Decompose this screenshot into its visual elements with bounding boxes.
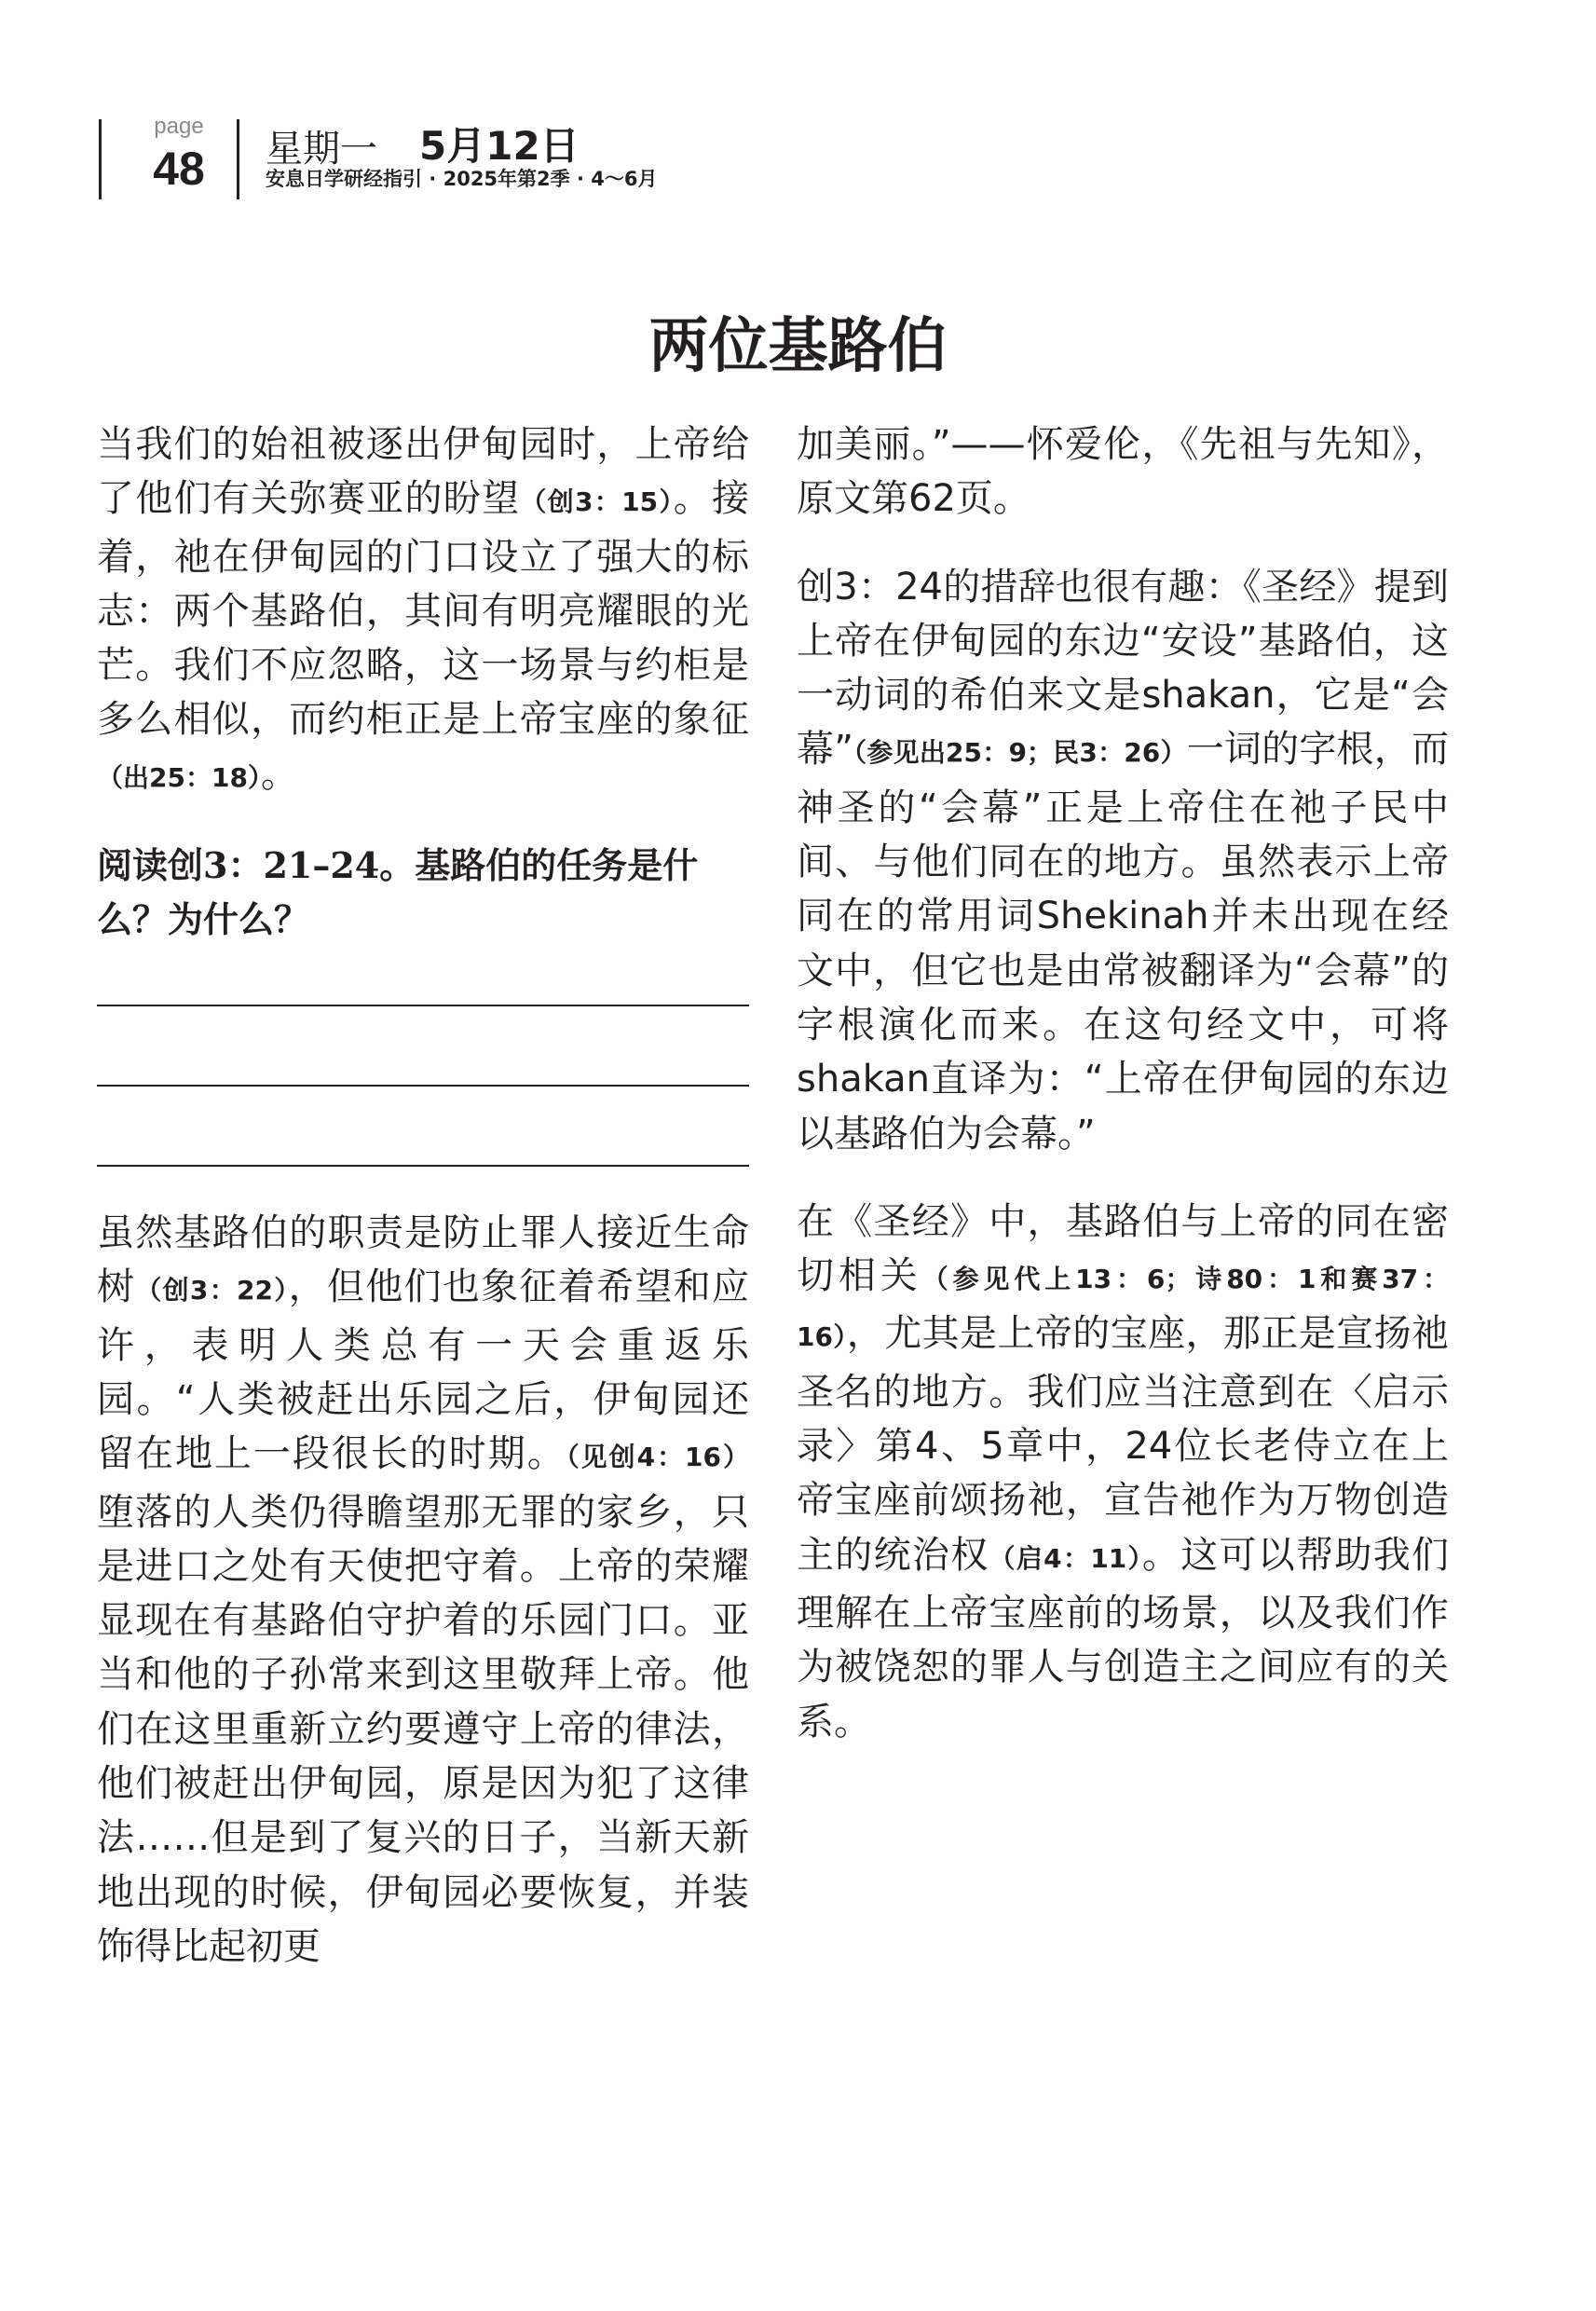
header-divider-left xyxy=(99,119,102,199)
text: 一词的字根，而神圣的“会幕”正是上帝住在祂子民中间、与他们同在的地方。虽然表示上帝同在的常用词Shekinah并未出现在经文中，但它也是由常被翻译为“会幕”的字根演化而来。在这句经文中，可将shakan直译为：“上帝在伊甸园的东边以基路伯为会幕。” xyxy=(797,728,1449,1156)
scripture-reference: （见创4：16） xyxy=(566,1442,749,1473)
scripture-reference: （创3：15） xyxy=(520,486,674,518)
guide-subtitle: 安息日学研经指引 · 2025年第2季 · 4～6月 xyxy=(266,168,658,190)
scripture-reference: （出25：18） xyxy=(97,761,261,793)
paragraph-cherubim-role xyxy=(97,1206,749,1974)
scripture-reference: （参见代上13：6；诗80：1和赛37：16） xyxy=(797,1264,1449,1353)
text: 当我们的始祖被逐出伊甸园时，上帝给了他们有关弥赛亚的盼望 xyxy=(97,423,749,521)
text: 在《圣经》中，基路伯与上帝的同在密切相关 xyxy=(797,1199,1449,1298)
weekday: 星期一 xyxy=(266,128,377,171)
answer-line xyxy=(97,1005,749,1006)
scripture-reference: （参见出25：9；民3：26） xyxy=(853,737,1187,769)
text: 。接着，祂在伊甸园的门口设立了强大的标志：两个基路伯，其间有明亮耀眼的光芒。我们不应忽略，这一场景与约柜是多么相似，而约柜正是上帝宝座的象征 xyxy=(97,477,749,742)
paragraph-quote-end: 加美丽。”——怀爱伦，《先祖与先知》，原文第62页。 xyxy=(797,423,1449,521)
study-question: 阅读创3：21–24。基路伯的任务是什么？为什么？ xyxy=(97,844,699,941)
text: 创3：24的措辞也很有趣：《圣经》提到上帝在伊甸园的东边“安设”基路伯，这一动词的希伯来文是shakan，它是“会幕” xyxy=(797,565,1449,772)
answer-line xyxy=(97,1165,749,1167)
text: ，但他们也象征着希望和应许，表明人类总有一天会重返乐园。“人类被赶出乐园之后，伊甸园还留在地上一段很长的时期。 xyxy=(97,1265,749,1476)
page-label: page xyxy=(154,114,204,139)
paragraph-shakan xyxy=(797,560,1449,1161)
paragraph-throne xyxy=(797,1195,1449,1749)
header-divider-right xyxy=(237,119,239,199)
paragraph-intro xyxy=(97,417,749,805)
page-header xyxy=(0,0,1596,214)
scripture-reference: （启4：11） xyxy=(989,1542,1142,1574)
text: ，尤其是上帝的宝座，那正是宣扬祂圣名的地方。我们应当注意到在〈启示录〉第4、5章中，24位长老侍立在上帝宝座前颂扬祂，宣告祂作为万物创造主的统治权 xyxy=(797,1312,1450,1577)
right-column xyxy=(797,417,1449,1783)
left-column xyxy=(97,417,749,2007)
text: 虽然基路伯的职责是防止罪人接近生命树 xyxy=(97,1211,749,1309)
scripture-reference: （创3：22） xyxy=(135,1275,289,1306)
text: 堕落的人类仍得瞻望那无罪的家乡，只是进口之处有天使把守着。上帝的荣耀显现在有基路伯守护着的乐园门口。亚当和他的子孙常来到这里敬拜上帝。他们在这里重新立约要遵守上帝的律法，他们被赶出伊甸园，原是因为犯了这律法……但是到了复兴的日子，当新天新地出现的时候，伊甸园必要恢复，并装饰得比起初更 xyxy=(97,1490,749,1968)
date: 5月12日 xyxy=(419,123,580,169)
page-number: 48 xyxy=(153,143,205,195)
text: 。 xyxy=(260,752,298,796)
lesson-title: 两位基路伯 xyxy=(648,311,948,381)
answer-line xyxy=(97,1085,749,1087)
text: 。这可以帮助我们理解在上帝宝座前的场景，以及我们作为被饶恕的罪人与创造主之间应有的关系。 xyxy=(797,1533,1450,1744)
